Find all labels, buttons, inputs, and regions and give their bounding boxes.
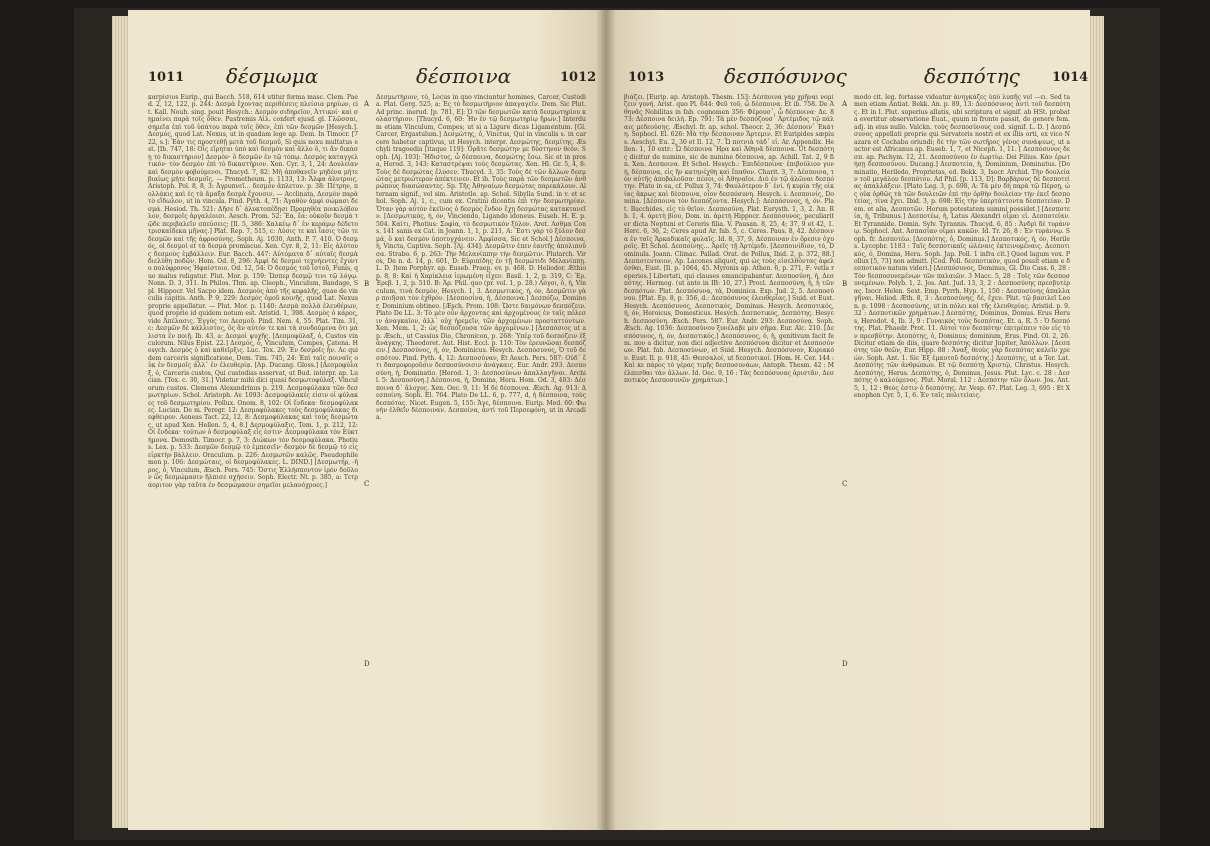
margin-letter: D bbox=[842, 660, 848, 668]
margin-letter: C bbox=[364, 480, 370, 488]
right-page-number-left: 1013 bbox=[628, 70, 665, 85]
margin-letter: C bbox=[842, 480, 848, 488]
left-page bbox=[128, 10, 606, 830]
right-page-headword-right: δεσπότης bbox=[924, 64, 1020, 88]
right-page-column-2: modo cit. leg. fortasse videatur ἀνηγκάζες ὑπὸ λυπῆς vel —ει. Sed tamen etiam Antiat. Bekk. An. p. 89, 13: Δεσπόσυνος ἀντὶ τοῦ δεσπότης. Et in I. Plut. superius allatis, ubi scriptura et signif. ab HSt. probata evertitur observatione Euat., quum in fronte passit, de genere fem. adj. in eius nullo. Valckn. τοὺς δεσποσύνους cod. signif. L. D. ] Δεσπόσυνος appellati proprie qui Servatoris nostri et ex illis orti, ex vico Nazara et Cochaba oriundi; δὲ τὴν τῶν σωτῆρος γένος συνάψεως, ut auctor est Africanus ap. Euseb. 1, 7, et Niceph. 1, 11. [ Δεσπόσυνος δεσπ. ap. Pachym. 12, 21. Δεσποσύνου ἐν ἑωρτίῳ. Dei Filius. Κάν ἐρωτήσῃ δεσποσύνου. Ducang.] Δεσποτεία, ἡ, Dominium, Dominatus. [Dominatio, Heriledo, Proprietas, ed. Bekk. 3, Isocr. Archid. Τὴν δουλείαν τοῦ μεγάλου δεσπότου. Ad Phil. [p. 113, D]: Βαρβάρους δὲ δεσποτείας ἀπαλλάξειν. [Plato Leg. 3, p. 698, A: Τὰ μὲν δὴ παρὰ τῷ Πέρσῃ, ὡς οὐκ ὀρθῶς τὰ τῶν δουλειῶν ἐπὶ τὴν ὀρθὴν δουλείαν τὴν ἐκεῖ δεσποτείας, τίνα ἔχει. Ibid. 3, p. 698: Εἰς τὴν ὑπερτάττοντα δεσποτείαν. Dem. et alia, Δεσποτῶν. Horum potestatem summi possidet.] [Δεσποτεία, ἡ, Tribunus.] Δεσποτέω, ἡ, Latus Alexandri οἶμαι εἰ. Δεσποτείαν. Et Tyrannide. Domin. Sylv. Tyrannis. Thucyd. 6, 85 : Ἀνδρὶ δὲ τυράννῳ. Sophocl. Ant. Ἀσπασίαν οἶμαι κακῶν. Id. Tr. 26, 8 : Ἐν τυράννῳ. Soph. fr. Δεσποτέω. [Δεσπότης, ὁ, Dominus.] Δεσποτικός, ή, όν, Heriles. Lycophr. 1183 : Ταῖς δεσποτικαῖς ὠλέναις ἐκτεινομέναις. Δεσποτικός, ὁ, Domina, Hera. Soph. Jap. Poll. 1 infra cit.] Quod lagum vox. Pollux [5, 73] non admitt. [Cod. Poll. δεσποτικὸν, quod possit etiam e δεσποτικὸν natum videri.] [Δεσπόσυνος, Dominus, Gl. Dio Cass. 6, 28 : Τὸν δεσποσυνεμένων τῶν παλαιῶν. 3 Macc. 5, 28 : Τοῖς τῶν δεσποσυνεμένων. Polyb. 1, 2. Jos. Ant. Jud. 13, 3, 2 : Δεσποσύνης πρεσβυτέρας. Isocr. Helen. Sext. Emp. Pyrrh. Hyp. 1, 150 : Δεσποσύνης ἀπαλλαγῆναι. Heliod. Æth. 8, 3 : Δεσποσύνης, δέ, ἔχεν. Plut. τῷ βασιλεῖ Leon. p. 1098 : Δεσποσύνης, ut in πόλει καὶ τῆς ἐλευθερίας. Aristid. p. 9. 32 : Δεσποτικῶν χρημάτων.] Δεσπότης, Dominus, Domus. Erus Herus, Herodot. 4, Ib. 3, 9 : Γυναικὸς τοὺς δεσπότας. Et. a. R. 5 : Ὁ δεσπότης. Plat. Phaedr. Prot. 11. Αὐτοὶ τὸν δεσπότην ἐπιτρέπειν τὸν εἰς τὸν πρεσβύτην. Δεσπότης, ὁ, Dominus; dominium, Erus. Pind. Ol. 2, 26. Dicitur etiam de diis, quare δεσπότης dicitur Jupiter, Ἀπόλλων. [Δεσπότης τῶν θεῶν, Eur. Hipp. 88 : Ἄναξ, θεοὺς γὰρ δεσπότας καλεῖν χρεών. Soph. Ant. 1. Sic Ἐξ ἐμαυτοῦ δεσπότης.] Δεσπότης, ut a Ter. Lat. Δεσπότης τῶν ἀνθρώπων. Et τῷ δεσπότῃ Χριστῷ, Christus. Hesych. Δεσπότης, Herus. Δεσπότης, ὁ, Dominus, Jesus. Plut. Lyc. c. 28 : Δεσπότης ὁ καλούμενος. Plut. Moral. 112 : Δεσπότην τῶν ὅλων. Jos. Ant. 5, 1, 12 : Θεὸς ἐστιν ὁ δεσπότης. Ar. Vesp. 67. Plat. Leg. 3, 695 : Et Xenophon Cyr. 5, 1, 6. Ἐν ταῖς πολιτείαις. bbox=[854, 94, 1070, 400]
margin-letter: A bbox=[364, 100, 370, 108]
right-page-header bbox=[606, 62, 1090, 88]
left-page-headword-right: δέσποινα bbox=[416, 64, 512, 88]
book-gutter bbox=[596, 10, 616, 830]
margin-letter: A bbox=[842, 100, 848, 108]
left-page-column-2: Δεσμωτήριον, τό, Locus in quo vinciuntur homines, Carcer, Custodia. Plat. Gorg. 525, a: Ἐς τὸ δεσμωτήριον ἀπαγαγεῖν. Dem. Sic Plut. Ad princ. inerud. [p. 781, E]: Ὁ τῶν δεσμωτῶν κατὰ δεσμωτηρίου κολαστήριον. [Thucyd. 6, 60: Ἦν ἐν τῷ δεσμωτηρίῳ ἤρων.] Interdum etiam Vinculum, Compes; ut si a Ligure dicas Ligamentum. [Gl. Carcer, Ergastulum.] Δεσμώτης, ὁ, Vinctus, Qui in vinculis s. in carcere habetur captivus, ut Hesych. interpr. Δεσμώτης, δεσμίτης. Æschyli tragoedia [itaque 119]: Ὁρᾶτε δεσμώτην με δύστηνον θεόν. Soph. [Aj. 103]: Ἥδιστος, ὦ δέσποινα, δεσμώτης ἔσω. Sic et in prosa, Herod. 3, 143: Καταστρέψαι τοὺς δεσμώτας. Xen. Hl. Gr. 5, 4, 8: Τοὺς δὲ δεσμώτας ἔλυσεν. Thucyd. 3, 35: Τοὺς δὲ τῶν ἄλλων δεσμώτας μετριώτερον ἀπέκτεινεν. Et ib. Τοὺς παρὰ τῶν δεσμωτῶν ἀνθρώπους διασώσαντες. Sp. Τῆς Ἀθηναίων δεσμώτας παρεκάλουν. Alternam signif., vel sim. Aristotle. ap. Schol. Sibylla Sund. in v. et schol. Soph. Aj. 1, c., cum ex. Cratini dicentis ἐπὶ τὴν δεσμωτηρίαν. Ὅταν γὰρ αὐτὸν ἐκεῖνος ὁ δεσμὸς ἔνδον ἔχῃ δεσμώτας κατακτανεῖν. [Δεσμωτικός, ή, όν, Vinciendo, Ligando idoneus. Euseb. H. E. p. 504. Καίτι, Photius: Σοφία, τὸ δεσμωτικὸν ξύλον. Aret. Ασθμα Cons. 141 sanis ex Cat. in Joann. 1, 1, p. 211, A: Ἔστι γὰρ τὸ ξύλον δεσμά, ὅ καὶ δεσμὸν ὑποτυγχάνειν. Ἀμφίσσα, Sic et Schol.] Δέσποινα, ἡ, Vincta, Captiva. Soph. [Aj. 434]: Δεσμῶτιν ἐπεν ἑαυτῆς ἀπολιποῦσα. Strabo. 6, p. 263: Τὴν Μελανίππην τὴν δεσμῶτιν. Plutarch. Viros, De n. d. 14, p. 601, D: Εὐριπίδης ἐν τῇ δεσμώτιδι Μελανίππῃ. L. D. Item Porphyr. ap. Euseb. Praep. ev. p. 468. D. Heliodor. Æthiop. 8, 8: Καὶ ἡ Χαρίκλεια ἱερωμένη εἶχεν. Basil. 1, 2, p. 319, C: Ἐρ. Ἐρεβ. 1, 2, p. 510. B: Ἀρ. Phil. quo (pr. vol. 1, p. 28.) Λόγοι, ὅ, ἡ, Vinculum, τινὰ δεσμὸν, Hesych. 1, 3. Δεσμωτικὸς, ή, όν, Δεσμῶτιν γὰρ ποιῆσαι τὸν ἐχθρὸν. [Δεσποσίνα, ἡ, Δέσποινα.] Δεσπόζω, Dominor, Dominium obtineo. [Æsch. Prom. 108: Ὥστε δαιμόνων δεσπόζειν. Plato De LL. 3: Τὸ μὲν οὖν ἄρχοντας καὶ ἀρχομένους ἐν ταῖς πόλεσιν ἀναγκαῖον, ἀλλ᾽ οὐχ ἠρεμεῖν, τῶν ἀρχομένων προσταττόντων. Xen. Mem. 1, 2: ὡς δεσπόζουσα τῶν ἀρχομένων.] [Δεσπόσιος ut ap. Æsch., ut Cassius Dio, Chronicon, p. 268: Ὑπέρ τοῦ δεσπόζειν ἐξ ἀνάγκης. Theodoret. Aut. Hist. Eccl. p. 110: Τὸν ἐρευνῶσαι δεσπόζειν.] Δεσποσύνος, ή, όν, Dominicus. Hesych. Δεσπόσυνος, Ὁ τοῦ δεσπότου. Pind. Pyth. 4, 12: Δεσποσύναν, Et Aesch. Pers. 587: Οὐδ᾽ ἔτι δασμοφοροῦσιν δεσποσύνοισιν ἀνάγκαις. Eur. Andr. 293. Δεσποσύνη, ἡ, Dominatio. [Herod. 1, 3: Δεσποσύνων ἀπαλλαγῆναι. Archil. 5: Δεσποσύνη.] Δέσποινα, ἡ, Domina, Hera. Hom. Od. 3, 403: Δέσποινα δ᾽ ἄλοχος. Xen. Oec. 9, 11: Ἡ δὲ δέσποινα. Æsch. Ag. 913: Δεσποίνη. Soph. El. 764. Plato De LL. 6, p. 777, d, ἡ δέσποινα, τοὺς δεσπότας. Nicet. Eugen. 5, 155: Ἄγε, δέσποινα. Eurip. Med. 60: Φωνὴν ἐλθεῖν δέσποιναν. Δεσποίνα, ἀντὶ τοῦ Περσεφόνη, ut in Arcadia. bbox=[376, 94, 586, 422]
margin-letter: B bbox=[842, 280, 848, 288]
page-edges-right bbox=[1088, 16, 1104, 828]
right-page-column-1: βιάζει. [Eurip. ap. Aristoph. Thesm. 153: Δέσποινα γάρ χρῆναι νομίζειν γυνή. Arist. quo Pl. 644: Φεῦ τοῦ, ὦ δέσποινα. Et ib. 758. De Ἀθηνᾶς Nobilitas in fab. cognomen 356: Φέρουσ᾽, ὦ δέσποινα· Δε. 873: Δέσποινα δειλή. Ep. 791: Τὰ μὲν δεσπόζουσ᾽ Ἀρτέμιδος τῷ πάλαις μεδεούσης. Æschyl. fr. ap. schol. Theocr. 2, 36: Δέσποιν᾽ Ἑκάτη. Sophocl. El. 626: Μὰ τὴν δέσποιναν Ἄρτεμιν. Et Euripides sæpius. Aeschyl. Eu. 2, 30 et Il. 12, 7. Ὦ ποτνιὰ τάδ᾽ εἰ. Ar. Appendix. Hellen. 1, 10 extr.: Ὦ δέσποινα Ἤρα καὶ Ἀθηνᾶ δέσποινα. Ut δεσπότης dicitur de numine, sic de numine δέσποινα, ap. Achill. Tat. 2, 9 fin. Xen. Δεσποινα. Et Schol. Hesych.: Ἐπιδέσποινα· ἐπιβούλιον γυνή, δέσποινα, εἰς ἣν κατηνέχθη καὶ ἔπαθον. Charit. 3, 7: Δέσποινα, τὸν αὑτῆς ἀποβαλοῦσα· πέσοι, οἱ Ἀθηναῖοι. Διὸ ἐν τῷ ἀλῶναι δεσπότην. Plato in ea, cf. Pollux 3, 74: Φαυλότερον δ᾽ ἐνί. ἡ κυρία τῆς οἰκίας ἄκρως καὶ δέσποινα, οἷον δεσπόσυνη. Hesych. i. Δεσποινίς, Domina. [Δέσποινα τὸν δεσπόζοντα. Hesych.]: Δεσπόσυνος, ή, όν. Plat. Bacchides, εἰς τὸ θεῖον. Δεσποσύνη. Plat. Eurysth. 1, 3, 2. Ἀπ. Rh. 1, 4. ἀρετὴ βίου, Dom. in. ἀρετὴ Hippocr. Δεσπόσυνος, peculiariter dicta Neptuni et Cereris filia. V. Pausan. 8, 25, 4; 37, 9 et 42, 1. Herc. 6, 36, 2; Ceres apud Ar. fab. 5, c. Ceres. Paus. 8, 42. Δέσποινα ἐν ταῖς Ἄρκαδικαῖς φυλαῖς. Id. 8, 37, 9. Δέσποιναν ἐν ὄρεσιν ὀχυροῖς. Et Schol. Δεσποίνης... Ἀρεῖς τῇ Ἀρτέμιδι. [Δεσποινίδιον, τό, Dominula. Joann. Climac. Pallad. Orat. de Pollux, Ibid. 2, p. 372, 88.] Δεσποτευταιον, Ap. Lacones aliquot, qui ὡς τοὺς εἰσελθόντας ἀφελέσθαι, Eust. [Il. p. 1064, 45. Myronis ap. Athen. 6, p. 271, F: vetla reperies.] Libertati, qui clauses emancipabantur. Δεσποσύνη, ἡ, Δεσπότης. Hermog. (ut ante in IB: 10, 27.) Procl. Δεσποσύνη, ἡ, ἡ τῶν δεσπότων. Plat. Δεσπόσυνα, τὰ, Dominica. Exp. Jud. 2, 5. Δεσποσύνου. [Plat. Ep. 8, p. 356, d.: Δεσπόσυνος ἐλευθερίας.] Suid. et Eust. Hesych. Δεσπόσυνος, Δεσποτικὸς, Dominus. Hesych. Δεσποτικός, ή, όν, Heroicus, Domesticus. Hesych. Δεσποτικὸς, Δεσπότης. Hesych. Δεσποσύνη. Æsch. Pers. 587. Eur. Andr. 293: Δεσποσύνᾳ. Soph. Æsch. Ag. 1036: Δεσποσύνου ξυνέλαβε μὲν σῆμα. Eur. Alc. 210. [Δεσπόσυνος, ή, όν, Δεσποτικός.] Δεσπόσυνος, ὁ, ἡ, genitivum facit fem. πον a dicitur, non dici adjective Δεσπόσυνα dicitur et Δεσποσύνων. Plat. fab. Δεσποσύνων, et Suid. Hesych. Δεσπόσυνον, Κυριακόν. Eust. Il. p. 918, 45: Θεσσαλοί, ut δεσποτικοί. [Hom. H. Cer. 144 : Καὶ κε πάρος τὸ γέρας τιμῆς δεσποσυνάων, Antoph. Thesm. 42 : Μέλπεσθαι τὰν ἄλλων. Id. Oec. 9, 16 : Τὰς δεσπόσυνας ἀριστᾶν, Δεσποτικὸς Δεσποσυνῶν χρημάτων.] bbox=[624, 94, 834, 385]
right-page bbox=[606, 10, 1090, 830]
left-page-header bbox=[128, 62, 606, 88]
left-page-headword-left: δέσμωμα bbox=[226, 64, 319, 88]
right-page-headword-left: δεσπόσυνος bbox=[724, 64, 847, 88]
left-page-column-1: καrpίσιυs Eurip., qui Bacch. 518, 614 utitur forma masc. Clem. Paed. 2, 12, 122, p. 244: Δεσμὰ ἔχοντας περιθέσεις πλείσια μηρίων, cit. Kall. Nouh. sing. pouit Hesych.: Δεσμὸν σιδηρεῖον, Ἀττικοί· καὶ σημαίνει παρὰ τοῖς ὅθεν. Pustremis Aἰλ. confert ejusd. gl. Γλῶσσαι, σημεῖα ἐπὶ τοῦ ὑπάτου παρὰ τοῖς ὅθεν, ἐπὶ τῶν δεσμῶν [Hesych.]. Δεσμός, quod Lat. Nexus, ut in quadam lege ap. Dem. In Timocr. [722, s.]: Ἐὰν τις προστεθῇ μετὰ τοῦ δεσμοῦ, Si quis nexu multatus est. [Ib. 747, 18: Οἷς εἴρηται ὑπὸ καὶ δεσμὸν καὶ ἄλλο ὅ, τι ἂν δικάσῃ τὸ δικαστήριον] Δεσμὸν· ὃ δεσμῶν ἐν τῷ τόπῳ. Δεσμὸς καταγγελτικόν· τὸν δεσμὸν ἐπὶ τὸ δικαστήριον. Xen. Cyr. 3, 1, 24: Δουλείαν καὶ δεσμὸν φοβούμενοι. Thucyd. 7, 82: Μὴ ἀποθανεῖν μηδένα μήτε βιαίως μήτε δεσμοῖς. — Prometheum. p. 1133, 13: Ἄλφα ἀλυτροις. Aristoph. Pol. 8, 8, 3: Ἀγρυπνεῖ... δεσμὸν ἄπλετον. p. 38: Πέτρην, πολλάκις καὶ ἐς τὰ ἄμαξα δεσμὰ ἔχουσιν. — Acclinata, Δεσμὸν παρὰ τὸ εἴδωλον, ut in vincula. Pind. Pyth. 4, 71: Ἀγαθὸν ἀμφὶ σώμασι δεσμά. Hesiod. Th. 521: Δῆσε δ᾽ ἀλυκτοπέδῃσι Προμηθέα ποικιλόβουλον, δεσμοῖς ἀργαλέοισι. Aesch. Prom. 52: Ἔα, ἔα: οὐκοῦν δεσμὰ τῷδε περιβαλεῖν σπεύσεις; [Il. 5, 386: Χαλκέῳ δ᾽ ἐν κεράμῳ δέδετο τρισκαίδεκα μῆνας.] Plat. Rep. 7, 515, c: Λύσις τε καὶ ἴασις τῶν τε δεσμῶν καὶ τῆς ἀφροσύνης. Soph. Aj. 1030, Anth. P. 7, 410. Ὁ δεσμός, ol δεσμοί et τὰ δεσμά promiscue. Xen. Cyr. 8, 2, 11: Εἰς ἀλύτους δεσμοὺς ἐμβάλλειν. Eur. Bacch. 447: Αὐτόματα δ᾽ αὐταῖς δεσμὰ διελύθη ποδῶν. Hom. Od. 8, 296: Ἀμφὶ δὲ δεσμοὶ τεχνήεντες ἔχυντο πολύφρονος Ἡφαίστοιο. Od. 12, 54: Ὁ δεσμὸς τοῦ ἱστοῦ, Funis, quo malus religatur. Plut. Mor. p. 159: Ὥσπερ δεσμῷ τινι τῷ λόγῳ. Nonn. D. 3, 311. In Philos. Thm. ap. Cleoph., Vinculum, Bandage, Spl. Hippocr. Vel Sacpo idem. Δεσμοὺς ἀπὸ τῆς κεφαλῆς, quae de vinculis capitis. Anth. P. 9, 229: Δεσμὸς ὁμοῦ κοινῆς, quod Lat. Nexus proprie appellatur. — Plut. Mor. p. 1140: Δεσμὰ πολλὰ ἐλευθέρων, quod proprie id quidem notum est. Aristid. 1, 398. Δεσμὸς ὁ κάρος, vide Ἀπέλασις. Ἐγγύς τοι Δεσμοῦ. Pind. Nem. 4, 55. Plat. Tim. 31, c: Δεσμῶν δὲ κάλλιστος, ὃς ἂν αὑτόν τε καὶ τὰ συνδούμενα ὅτι μάλιστα ἓν ποιῇ. Ib. 43, a: Δεσμοὶ ψυχῆς. [Δεσμοφύλαξ, ὁ, Custos vinculorum. Nilus Epist. 22.] Δεσμός, ὁ, Vinculum, Compes, Catena. Hesych. Δεσμὸς ὁ καὶ καθεῖρξις. Luc. Tox. 29: Ἐν δεσμοῖς ἦν. Ac quidem carceris significatione, Dem. Tim. 745, 24: Ἐπὶ ταῖς ποιναῖς οὐκ ἐν δεσμοῖς ἀλλ᾽ ἐν ἐλευθερίᾳ. [Ap. Ducang. Gloss.] [Δεσμοφύλαξ, ὁ, Carceris custos, Qui custodias asservat, ut Bud. interpr. ap. Lucian. [Tox. c. 30, 31.] Videtur mihi dici quasi δεσμωτοφύλαξ. Vinculorum custos. Clemens Alexandrinus p. 219. Δεσμοφύλακα τῶν δεσμωτηρίων. Schol. Aristoph. Av. 1093: Δεσμοφύλακές εἰσιν οἱ φύλακες τοῦ δεσμωτηρίου. Pollux. Onom. 8, 102: Οἱ ἕνδεκα· δεσμοφύλακες. Lucian. De m. Peregr. 12: Δεσμοφύλακες τοὺς δεσμοφύλακας διεφθειρον. Aeneas Tact. 22, 12, 8: Δεσμοφύλακας καὶ τοὺς δεσμώτας, ut apud Xen. Hellen. 5, 4, 8.] Δεσμοφύλαξις. Tom. 1, p. 212, 12: Οἱ ἕνδεκα· τούτων ὁ δεσμοφύλαξ εἷς ἐστιν· Δεσμοφύλακα τὸν Εὐκτήμονα. Demosth. Timocr. p. 7, 3: Διώκων τὸν δεσμοφύλακα. Photius. Lex. p. 533: Δεσμῶν δεσμῷ τὸ ἐμπεσεῖν· δεσμὸν δὲ δεσμῷ τὸ εἰς εἱρκτὴν βάλλειν. Oraculum. p. 226: Δεσμωτῶν καλῶς. Pseudophilemon p. 106: Δεσμώταις, οἱ δεσμοφύλακες. L. DIND.] [Δεσμωτήρ, -ῆρος, ὁ, Vinculum, Æsch. Pers. 745: Ὅστις Ἑλλήσποντον ἱρὸν δοῦλον ὣς δεσμώμασιν ἤλπισε σχήσειν. Soph. Electr. Nt. p. 385, a: Τετράοριτον γὰρ ταῦτα ἐν δεσμώμασιν σημεῖοι μελανόχροες.] bbox=[148, 94, 358, 489]
margin-letter: D bbox=[364, 660, 370, 668]
right-page-number-right: 1014 bbox=[1052, 70, 1089, 85]
left-page-number-right: 1012 bbox=[560, 70, 597, 85]
left-page-number-left: 1011 bbox=[148, 70, 185, 85]
margin-letter: B bbox=[364, 280, 370, 288]
